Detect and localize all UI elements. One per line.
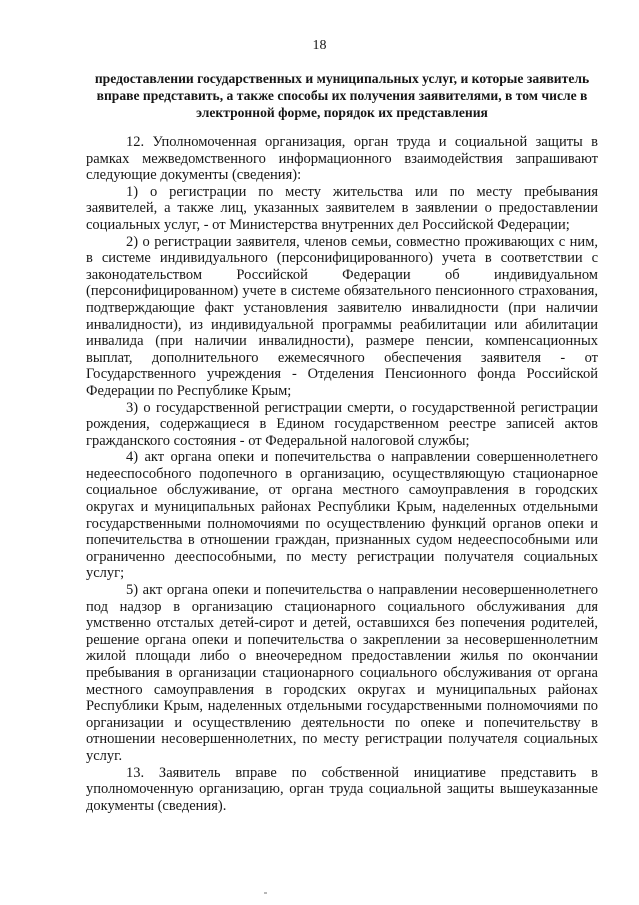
paragraph-item-3: 3) о государственной регистрации смерти, о государственной регистрации рождения, содержащиеся в Едином государственном реестре записей актов гражданского состояния - от Федеральной налоговой службы; (86, 399, 598, 449)
paragraph-item-2: 2) о регистрации заявителя, членов семьи, совместно проживающих с ним, в системе индивидуального (персонифицированного) учета в соответствии с законодательством Российской Федерации об индивидуальном (персонифицированном) учете в системе обязательного пенсионного страхования, подтверждающие факт установления заявителю инвалидности (при наличии инвалидности), из индивидуальной программы реабилитации или абилитации инвалида (при наличии инвалидности), размере пенсии, компенсационных выплат, дополнительного ежемесячного обеспечения заявителя - от Государственного учреждения - Отделения Пенсионного фонда Российской Федерации по Республике Крым; (86, 233, 598, 399)
paragraph-12: 12. Уполномоченная организация, орган труда и социальной защиты в рамках межведомственного информационного взаимодействия запрашивают следующие документы (сведения): (86, 134, 598, 184)
document-body (86, 134, 598, 814)
section-heading: предоставлении государственных и муниципальных услуг, и которые заявитель вправе представить, а также способы их получения заявителями, в том числе в электронной форме, порядок их представления (94, 71, 590, 120)
paragraph-13: 13. Заявитель вправе по собственной инициативе представить в уполномоченную организацию, орган труда социальной защиты вышеуказанные документы (сведения). (86, 764, 598, 814)
scan-artifact (264, 892, 267, 894)
paragraph-item-4: 4) акт органа опеки и попечительства о направлении совершеннолетнего недееспособного подопечного в организацию, осуществляющую стационарное социальное обслуживание, от органа местного самоуправления в городских округах и муниципальных районах Республики Крым, наделенных отдельными государственными полномочиями по осуществлению функций органов опеки и попечительства в отношении граждан, признанных судом недееспособными или ограниченно дееспособными, по месту регистрации получателя социальных услуг; (86, 449, 598, 582)
paragraph-item-1: 1) о регистрации по месту жительства или по месту пребывания заявителей, а также лиц, указанных заявителем в заявлении о предоставлении социальных услуг, - от Министерства внутренних дел Российской Федерации; (86, 183, 598, 233)
paragraph-item-5: 5) акт органа опеки и попечительства о направлении несовершеннолетнего под надзор в организацию стационарного социального обслуживания для умственно отсталых детей-сирот и детей, оставшихся без попечения родителей, решение органа опеки и попечительства о закреплении за несовершеннолетним жилой площади либо о внеочередном предоставлении жилья по окончании пребывания в организации стационарного социального обслуживания от органа местного самоуправления в городских округах и муниципальных районах Республики Крым, наделенных отдельными государственными полномочиями по организации и осуществлению деятельности по опеке и попечительству в отношении несовершеннолетних, по месту регистрации получателя социальных услуг. (86, 582, 598, 764)
page-number: 18 (312, 38, 327, 53)
